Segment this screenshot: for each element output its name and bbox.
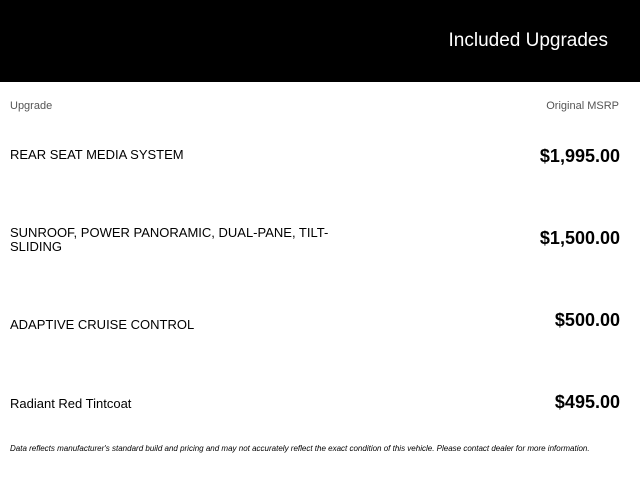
disclaimer-text: Data reflects manufacturer's standard build and pricing and may not accurately reflect the exact condition of this vehicle. Please contact dealer for more information. <box>10 444 590 453</box>
upgrade-price: $500.00 <box>554 310 620 330</box>
upgrade-price: $1,500.00 <box>539 228 620 248</box>
column-header-msrp: Original MSRP <box>546 100 619 112</box>
upgrade-name: ADAPTIVE CRUISE CONTROL <box>10 317 195 332</box>
page-title: Included Upgrades <box>448 30 608 51</box>
column-header-upgrade: Upgrade <box>10 100 53 112</box>
upgrade-price: $1,995.00 <box>539 146 620 166</box>
upgrade-name: Radiant Red Tintcoat <box>10 396 132 411</box>
upgrade-name: REAR SEAT MEDIA SYSTEM <box>10 147 184 162</box>
upgrade-name: SUNROOF, POWER PANORAMIC, DUAL-PANE, TILT-SLIDING <box>10 225 329 254</box>
upgrade-price: $495.00 <box>554 392 620 412</box>
header-bar <box>0 0 640 82</box>
